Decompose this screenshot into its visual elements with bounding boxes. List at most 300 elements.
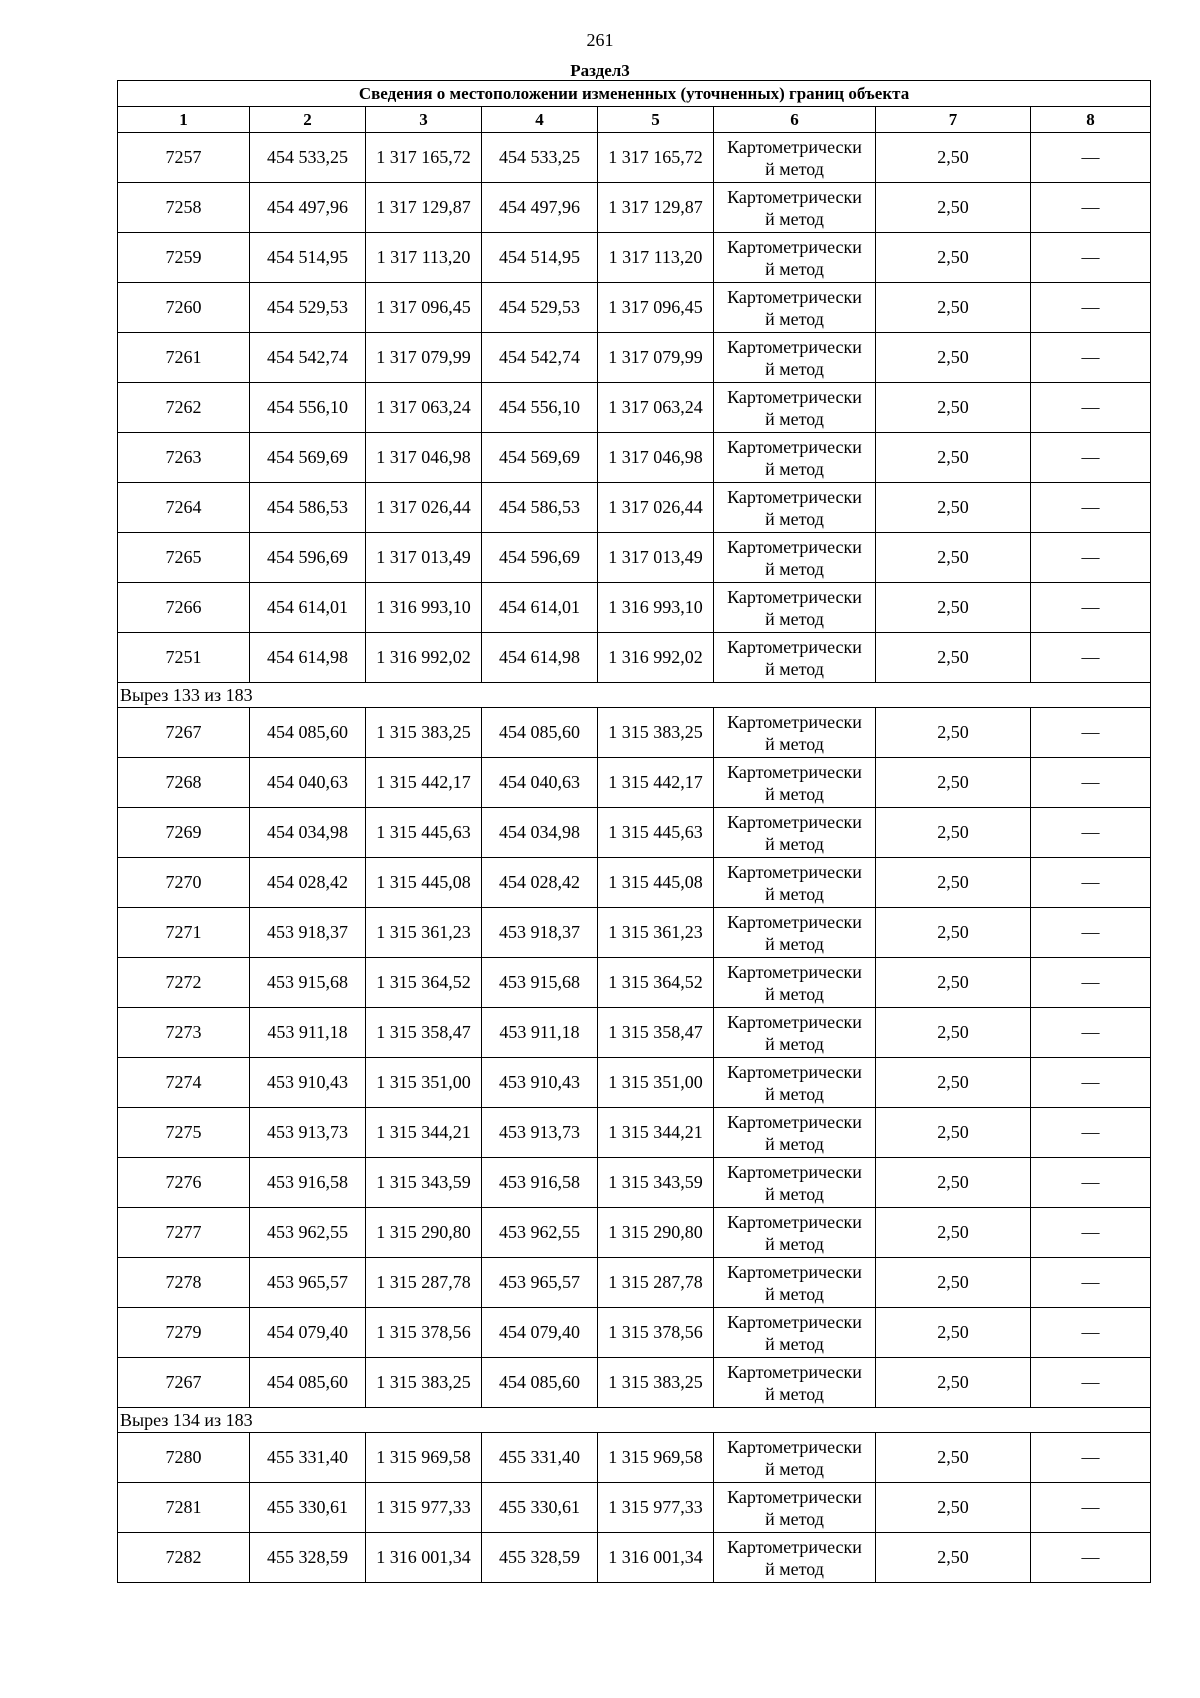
note-cell: — [1031, 1433, 1151, 1483]
point-number-cell: 7251 [118, 633, 250, 683]
accuracy-cell: 2,50 [876, 1533, 1031, 1583]
method-line-1: Картометрически [727, 486, 862, 507]
accuracy-cell: 2,50 [876, 483, 1031, 533]
table-row [118, 233, 1151, 283]
old-y-cell: 1 316 001,34 [366, 1533, 482, 1583]
point-number-cell: 7280 [118, 1433, 250, 1483]
accuracy-cell: 2,50 [876, 1158, 1031, 1208]
old-x-cell: 454 533,25 [250, 133, 366, 183]
new-x-cell: 454 569,69 [482, 433, 598, 483]
table-row [118, 1208, 1151, 1258]
old-y-cell: 1 317 046,98 [366, 433, 482, 483]
old-x-cell: 454 614,98 [250, 633, 366, 683]
old-x-cell: 454 596,69 [250, 533, 366, 583]
old-y-cell: 1 317 026,44 [366, 483, 482, 533]
accuracy-cell: 2,50 [876, 708, 1031, 758]
old-x-cell: 454 034,98 [250, 808, 366, 858]
point-number-cell: 7264 [118, 483, 250, 533]
method-line-2: й метод [765, 258, 824, 279]
accuracy-cell: 2,50 [876, 1208, 1031, 1258]
old-x-cell: 454 514,95 [250, 233, 366, 283]
method-line-1: Картометрически [727, 711, 862, 732]
new-x-cell: 454 614,01 [482, 583, 598, 633]
new-x-cell: 455 328,59 [482, 1533, 598, 1583]
table-caption: Сведения о местоположении измененных (уточненных) границ объекта [118, 81, 1151, 107]
method-line-1: Картометрически [727, 1311, 862, 1332]
table-row [118, 1533, 1151, 1583]
method-cell [714, 708, 876, 758]
point-number-cell: 7266 [118, 583, 250, 633]
old-x-cell: 454 085,60 [250, 708, 366, 758]
method-line-1: Картометрически [727, 336, 862, 357]
old-y-cell: 1 315 290,80 [366, 1208, 482, 1258]
method-cell [714, 1533, 876, 1583]
old-y-cell: 1 316 993,10 [366, 583, 482, 633]
old-x-cell: 453 911,18 [250, 1008, 366, 1058]
accuracy-cell: 2,50 [876, 858, 1031, 908]
old-y-cell: 1 315 351,00 [366, 1058, 482, 1108]
new-x-cell: 454 497,96 [482, 183, 598, 233]
table-row [118, 908, 1151, 958]
method-line-1: Картометрически [727, 1436, 862, 1457]
method-line-2: й метод [765, 158, 824, 179]
note-cell: — [1031, 808, 1151, 858]
table-row [118, 1158, 1151, 1208]
method-line-1: Картометрически [727, 136, 862, 157]
accuracy-cell: 2,50 [876, 233, 1031, 283]
method-cell [714, 1058, 876, 1108]
cutout-row [118, 1408, 1151, 1433]
accuracy-cell: 2,50 [876, 333, 1031, 383]
method-cell [714, 183, 876, 233]
old-x-cell: 453 910,43 [250, 1058, 366, 1108]
note-cell: — [1031, 583, 1151, 633]
table-row [118, 1108, 1151, 1158]
accuracy-cell: 2,50 [876, 433, 1031, 483]
method-cell [714, 533, 876, 583]
table-row [118, 1358, 1151, 1408]
old-y-cell: 1 315 358,47 [366, 1008, 482, 1058]
old-y-cell: 1 315 442,17 [366, 758, 482, 808]
table-row [118, 1058, 1151, 1108]
new-y-cell: 1 317 096,45 [598, 283, 714, 333]
table-row [118, 958, 1151, 1008]
new-y-cell: 1 315 969,58 [598, 1433, 714, 1483]
point-number-cell: 7262 [118, 383, 250, 433]
new-x-cell: 454 614,98 [482, 633, 598, 683]
table-row [118, 1483, 1151, 1533]
new-y-cell: 1 315 378,56 [598, 1308, 714, 1358]
new-y-cell: 1 315 383,25 [598, 708, 714, 758]
new-x-cell: 454 542,74 [482, 333, 598, 383]
method-line-2: й метод [765, 358, 824, 379]
note-cell: — [1031, 858, 1151, 908]
old-x-cell: 454 497,96 [250, 183, 366, 233]
method-line-2: й метод [765, 658, 824, 679]
new-y-cell: 1 315 351,00 [598, 1058, 714, 1108]
new-y-cell: 1 315 344,21 [598, 1108, 714, 1158]
point-number-cell: 7282 [118, 1533, 250, 1583]
new-y-cell: 1 316 993,10 [598, 583, 714, 633]
method-line-1: Картометрически [727, 1361, 862, 1382]
old-x-cell: 453 965,57 [250, 1258, 366, 1308]
method-cell [714, 1358, 876, 1408]
new-y-cell: 1 316 001,34 [598, 1533, 714, 1583]
method-line-1: Картометрически [727, 186, 862, 207]
table-row [118, 483, 1151, 533]
point-number-cell: 7279 [118, 1308, 250, 1358]
new-y-cell: 1 315 361,23 [598, 908, 714, 958]
method-line-2: й метод [765, 608, 824, 629]
method-cell [714, 383, 876, 433]
accuracy-cell: 2,50 [876, 1058, 1031, 1108]
method-line-2: й метод [765, 1333, 824, 1354]
note-cell: — [1031, 1258, 1151, 1308]
method-cell [714, 283, 876, 333]
new-x-cell: 454 514,95 [482, 233, 598, 283]
method-line-1: Картометрически [727, 536, 862, 557]
method-line-1: Картометрически [727, 1011, 862, 1032]
accuracy-cell: 2,50 [876, 383, 1031, 433]
new-y-cell: 1 315 445,08 [598, 858, 714, 908]
new-x-cell: 455 330,61 [482, 1483, 598, 1533]
method-line-2: й метод [765, 1133, 824, 1154]
old-y-cell: 1 317 165,72 [366, 133, 482, 183]
method-line-1: Картометрически [727, 1211, 862, 1232]
table-row [118, 183, 1151, 233]
old-y-cell: 1 315 445,63 [366, 808, 482, 858]
method-line-2: й метод [765, 508, 824, 529]
old-x-cell: 453 918,37 [250, 908, 366, 958]
new-y-cell: 1 317 079,99 [598, 333, 714, 383]
new-x-cell: 454 085,60 [482, 1358, 598, 1408]
point-number-cell: 7263 [118, 433, 250, 483]
method-cell [714, 333, 876, 383]
old-y-cell: 1 315 383,25 [366, 1358, 482, 1408]
note-cell: — [1031, 1058, 1151, 1108]
point-number-cell: 7267 [118, 1358, 250, 1408]
method-line-1: Картометрически [727, 436, 862, 457]
new-y-cell: 1 317 046,98 [598, 433, 714, 483]
new-y-cell: 1 315 977,33 [598, 1483, 714, 1533]
old-x-cell: 453 913,73 [250, 1108, 366, 1158]
new-y-cell: 1 315 442,17 [598, 758, 714, 808]
new-y-cell: 1 317 113,20 [598, 233, 714, 283]
point-number-cell: 7271 [118, 908, 250, 958]
accuracy-cell: 2,50 [876, 958, 1031, 1008]
method-line-1: Картометрически [727, 1486, 862, 1507]
method-line-2: й метод [765, 933, 824, 954]
method-line-2: й метод [765, 458, 824, 479]
method-line-1: Картометрически [727, 1536, 862, 1557]
new-x-cell: 454 079,40 [482, 1308, 598, 1358]
old-x-cell: 454 085,60 [250, 1358, 366, 1408]
table-caption-row [118, 81, 1151, 107]
method-line-1: Картометрически [727, 286, 862, 307]
accuracy-cell: 2,50 [876, 533, 1031, 583]
old-x-cell: 454 542,74 [250, 333, 366, 383]
old-x-cell: 454 556,10 [250, 383, 366, 433]
new-x-cell: 454 040,63 [482, 758, 598, 808]
note-cell: — [1031, 958, 1151, 1008]
old-y-cell: 1 315 361,23 [366, 908, 482, 958]
column-header: 3 [366, 107, 482, 133]
method-line-1: Картометрически [727, 1161, 862, 1182]
new-x-cell: 454 085,60 [482, 708, 598, 758]
old-y-cell: 1 315 969,58 [366, 1433, 482, 1483]
method-line-2: й метод [765, 983, 824, 1004]
method-cell [714, 583, 876, 633]
method-line-2: й метод [765, 1033, 824, 1054]
note-cell: — [1031, 1008, 1151, 1058]
point-number-cell: 7270 [118, 858, 250, 908]
old-x-cell: 455 328,59 [250, 1533, 366, 1583]
old-x-cell: 453 915,68 [250, 958, 366, 1008]
old-x-cell: 454 079,40 [250, 1308, 366, 1358]
old-y-cell: 1 317 013,49 [366, 533, 482, 583]
method-cell [714, 1483, 876, 1533]
method-line-2: й метод [765, 1383, 824, 1404]
old-x-cell: 453 916,58 [250, 1158, 366, 1208]
old-y-cell: 1 316 992,02 [366, 633, 482, 683]
old-x-cell: 453 962,55 [250, 1208, 366, 1258]
point-number-cell: 7265 [118, 533, 250, 583]
note-cell: — [1031, 483, 1151, 533]
new-x-cell: 454 028,42 [482, 858, 598, 908]
point-number-cell: 7278 [118, 1258, 250, 1308]
old-x-cell: 454 569,69 [250, 433, 366, 483]
new-y-cell: 1 315 358,47 [598, 1008, 714, 1058]
method-line-2: й метод [765, 1558, 824, 1579]
column-header: 5 [598, 107, 714, 133]
point-number-cell: 7268 [118, 758, 250, 808]
point-number-cell: 7260 [118, 283, 250, 333]
cutout-label: Вырез 134 из 183 [118, 1408, 1151, 1433]
old-x-cell: 454 028,42 [250, 858, 366, 908]
accuracy-cell: 2,50 [876, 633, 1031, 683]
new-y-cell: 1 315 383,25 [598, 1358, 714, 1408]
table-row [118, 633, 1151, 683]
note-cell: — [1031, 1308, 1151, 1358]
new-y-cell: 1 317 026,44 [598, 483, 714, 533]
new-y-cell: 1 317 013,49 [598, 533, 714, 583]
accuracy-cell: 2,50 [876, 1008, 1031, 1058]
table-row [118, 1308, 1151, 1358]
table-row [118, 283, 1151, 333]
method-cell [714, 133, 876, 183]
note-cell: — [1031, 533, 1151, 583]
method-line-1: Картометрически [727, 386, 862, 407]
old-x-cell: 454 529,53 [250, 283, 366, 333]
method-line-2: й метод [765, 1083, 824, 1104]
point-number-cell: 7261 [118, 333, 250, 383]
old-y-cell: 1 315 378,56 [366, 1308, 482, 1358]
method-line-2: й метод [765, 1183, 824, 1204]
method-cell [714, 1308, 876, 1358]
method-cell [714, 958, 876, 1008]
method-line-2: й метод [765, 1233, 824, 1254]
method-cell [714, 808, 876, 858]
method-line-2: й метод [765, 408, 824, 429]
new-x-cell: 453 913,73 [482, 1108, 598, 1158]
method-line-1: Картометрически [727, 1261, 862, 1282]
table-row [118, 858, 1151, 908]
new-x-cell: 454 586,53 [482, 483, 598, 533]
point-number-cell: 7269 [118, 808, 250, 858]
old-y-cell: 1 315 287,78 [366, 1258, 482, 1308]
new-x-cell: 453 915,68 [482, 958, 598, 1008]
point-number-cell: 7273 [118, 1008, 250, 1058]
point-number-cell: 7274 [118, 1058, 250, 1108]
old-x-cell: 455 331,40 [250, 1433, 366, 1483]
new-x-cell: 453 910,43 [482, 1058, 598, 1108]
old-y-cell: 1 315 364,52 [366, 958, 482, 1008]
old-x-cell: 454 586,53 [250, 483, 366, 533]
new-x-cell: 454 529,53 [482, 283, 598, 333]
method-line-2: й метод [765, 208, 824, 229]
method-cell [714, 1208, 876, 1258]
table-row [118, 133, 1151, 183]
method-line-1: Картометрически [727, 861, 862, 882]
accuracy-cell: 2,50 [876, 1308, 1031, 1358]
old-y-cell: 1 315 977,33 [366, 1483, 482, 1533]
old-y-cell: 1 317 113,20 [366, 233, 482, 283]
new-y-cell: 1 317 063,24 [598, 383, 714, 433]
column-header: 4 [482, 107, 598, 133]
note-cell: — [1031, 1208, 1151, 1258]
new-y-cell: 1 315 445,63 [598, 808, 714, 858]
note-cell: — [1031, 383, 1151, 433]
method-cell [714, 483, 876, 533]
point-number-cell: 7257 [118, 133, 250, 183]
point-number-cell: 7281 [118, 1483, 250, 1533]
note-cell: — [1031, 1108, 1151, 1158]
old-y-cell: 1 317 079,99 [366, 333, 482, 383]
old-x-cell: 454 040,63 [250, 758, 366, 808]
accuracy-cell: 2,50 [876, 283, 1031, 333]
method-line-2: й метод [765, 1283, 824, 1304]
note-cell: — [1031, 333, 1151, 383]
old-y-cell: 1 315 343,59 [366, 1158, 482, 1208]
column-header-row [118, 107, 1151, 133]
table-row [118, 708, 1151, 758]
method-line-2: й метод [765, 883, 824, 904]
new-x-cell: 453 911,18 [482, 1008, 598, 1058]
method-line-1: Картометрически [727, 586, 862, 607]
note-cell: — [1031, 283, 1151, 333]
boundary-coordinates-table [117, 80, 1151, 1583]
table-row [118, 583, 1151, 633]
point-number-cell: 7272 [118, 958, 250, 1008]
accuracy-cell: 2,50 [876, 1483, 1031, 1533]
accuracy-cell: 2,50 [876, 1358, 1031, 1408]
table-row [118, 533, 1151, 583]
method-cell [714, 233, 876, 283]
old-y-cell: 1 317 063,24 [366, 383, 482, 433]
accuracy-cell: 2,50 [876, 583, 1031, 633]
table-row [118, 333, 1151, 383]
point-number-cell: 7267 [118, 708, 250, 758]
old-y-cell: 1 315 383,25 [366, 708, 482, 758]
method-cell [714, 858, 876, 908]
accuracy-cell: 2,50 [876, 133, 1031, 183]
note-cell: — [1031, 133, 1151, 183]
method-cell [714, 1108, 876, 1158]
method-line-2: й метод [765, 783, 824, 804]
table-row [118, 1258, 1151, 1308]
new-x-cell: 455 331,40 [482, 1433, 598, 1483]
method-line-2: й метод [765, 1458, 824, 1479]
column-header: 1 [118, 107, 250, 133]
accuracy-cell: 2,50 [876, 183, 1031, 233]
new-x-cell: 453 962,55 [482, 1208, 598, 1258]
new-y-cell: 1 316 992,02 [598, 633, 714, 683]
method-cell [714, 1258, 876, 1308]
accuracy-cell: 2,50 [876, 1108, 1031, 1158]
method-cell [714, 433, 876, 483]
method-cell [714, 1433, 876, 1483]
point-number-cell: 7259 [118, 233, 250, 283]
old-y-cell: 1 317 096,45 [366, 283, 482, 333]
section-title: Раздел3 [570, 61, 630, 80]
method-cell [714, 758, 876, 808]
old-x-cell: 454 614,01 [250, 583, 366, 633]
new-x-cell: 454 556,10 [482, 383, 598, 433]
new-y-cell: 1 315 364,52 [598, 958, 714, 1008]
note-cell: — [1031, 1158, 1151, 1208]
old-y-cell: 1 315 344,21 [366, 1108, 482, 1158]
method-cell [714, 1008, 876, 1058]
old-y-cell: 1 315 445,08 [366, 858, 482, 908]
table-row [118, 1433, 1151, 1483]
table-row [118, 808, 1151, 858]
note-cell: — [1031, 708, 1151, 758]
table-row [118, 383, 1151, 433]
point-number-cell: 7276 [118, 1158, 250, 1208]
accuracy-cell: 2,50 [876, 758, 1031, 808]
method-line-2: й метод [765, 1508, 824, 1529]
accuracy-cell: 2,50 [876, 908, 1031, 958]
method-line-1: Картометрически [727, 911, 862, 932]
cutout-row [118, 683, 1151, 708]
method-cell [714, 1158, 876, 1208]
point-number-cell: 7258 [118, 183, 250, 233]
note-cell: — [1031, 433, 1151, 483]
accuracy-cell: 2,50 [876, 1433, 1031, 1483]
column-header: 2 [250, 107, 366, 133]
new-y-cell: 1 315 343,59 [598, 1158, 714, 1208]
page-number: 261 [586, 30, 614, 50]
new-y-cell: 1 315 287,78 [598, 1258, 714, 1308]
old-x-cell: 455 330,61 [250, 1483, 366, 1533]
method-line-1: Картометрически [727, 961, 862, 982]
method-line-1: Картометрически [727, 236, 862, 257]
note-cell: — [1031, 183, 1151, 233]
method-line-1: Картометрически [727, 811, 862, 832]
method-line-1: Картометрически [727, 636, 862, 657]
note-cell: — [1031, 633, 1151, 683]
column-header: 8 [1031, 107, 1151, 133]
note-cell: — [1031, 233, 1151, 283]
new-x-cell: 454 596,69 [482, 533, 598, 583]
method-line-1: Картометрически [727, 1061, 862, 1082]
new-y-cell: 1 317 129,87 [598, 183, 714, 233]
point-number-cell: 7275 [118, 1108, 250, 1158]
method-line-2: й метод [765, 733, 824, 754]
note-cell: — [1031, 1358, 1151, 1408]
note-cell: — [1031, 908, 1151, 958]
point-number-cell: 7277 [118, 1208, 250, 1258]
